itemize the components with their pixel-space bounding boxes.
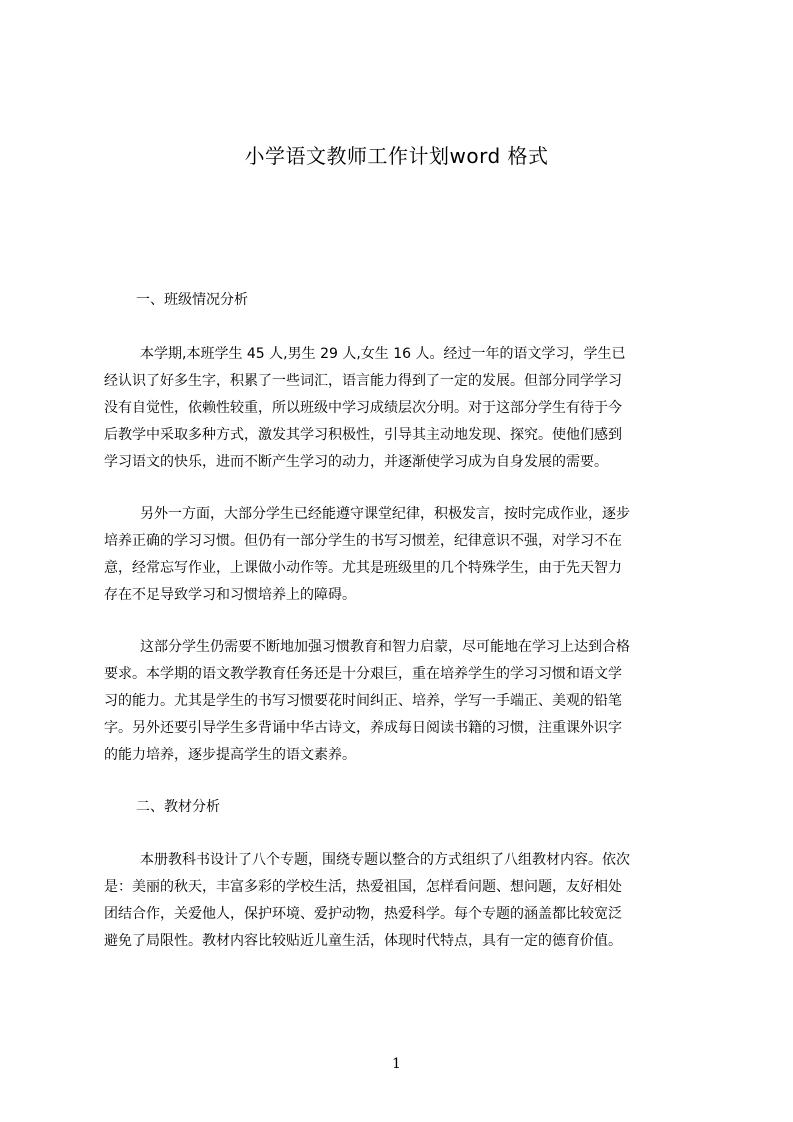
paragraph-line: 避免了局限性。教材内容比较贴近儿童生活，体现时代特点，具有一定的德育价值。 — [104, 933, 622, 949]
paragraph-line: 意，经常忘写作业，上课做小动作等。尤其是班级里的几个特殊学生，由于先天智力 — [104, 560, 622, 576]
section-heading: 一、班级情况分析 — [136, 292, 248, 308]
paragraph-line: 的能力培养，逐步提高学生的语文素养。 — [104, 747, 356, 763]
paragraph-line: 这部分学生仍需要不断地加强习惯教育和智力启蒙，尽可能地在学习上达到合格 — [140, 639, 630, 655]
document-title: 小学语文教师工作计划word 格式 — [244, 144, 549, 168]
paragraph-line: 要求。本学期的语文教学教育任务还是十分艰巨，重在培养学生的学习习惯和语文学 — [104, 666, 622, 682]
paragraph-line: 没有自觉性，依赖性较重，所以班级中学习成绩层次分明。对于这部分学生有待于今 — [104, 400, 622, 416]
paragraph-line: 团结合作，关爱他人，保护环境、爱护动物，热爱科学。每个专题的涵盖都比较宽泛 — [104, 906, 622, 922]
paragraph-line: 习的能力。尤其是学生的书写习惯要花时间纠正、培养，学写一手端正、美观的铅笔 — [104, 693, 622, 709]
page-number: 1 — [392, 1056, 401, 1072]
paragraph-line: 学习语文的快乐，进而不断产生学习的动力，并逐渐使学习成为自身发展的需要。 — [104, 454, 608, 470]
paragraph-line: 培养正确的学习习惯。但仍有一部分学生的书写习惯差，纪律意识不强，对学习不在 — [104, 533, 622, 549]
paragraph-line: 另外一方面，大部分学生已经能遵守课堂纪律，积极发言，按时完成作业，逐步 — [140, 506, 630, 522]
paragraph-line: 字。另外还要引导学生多背诵中华古诗文，养成每日阅读书籍的习惯，注重课外识字 — [104, 720, 622, 736]
paragraph-line: 存在不足导致学习和习惯培养上的障碍。 — [104, 587, 356, 603]
paragraph-line: 本学期,本班学生 45 人,男生 29 人,女生 16 人。经过一年的语文学习，学生已 — [140, 346, 626, 362]
section-heading: 二、教材分析 — [136, 799, 220, 815]
paragraph-line: 经认识了好多生字，积累了一些词汇，语言能力得到了一定的发展。但部分同学学习 — [104, 373, 622, 389]
paragraph-line: 后教学中采取多种方式，激发其学习积极性，引导其主动地发现、探究。使他们感到 — [104, 427, 622, 443]
paragraph-line: 是：美丽的秋天，丰富多彩的学校生活，热爱祖国，怎样看问题、想问题，友好相处 — [104, 879, 622, 895]
paragraph-line: 本册教科书设计了八个专题，围绕专题以整合的方式组织了八组教材内容。依次 — [140, 852, 630, 868]
